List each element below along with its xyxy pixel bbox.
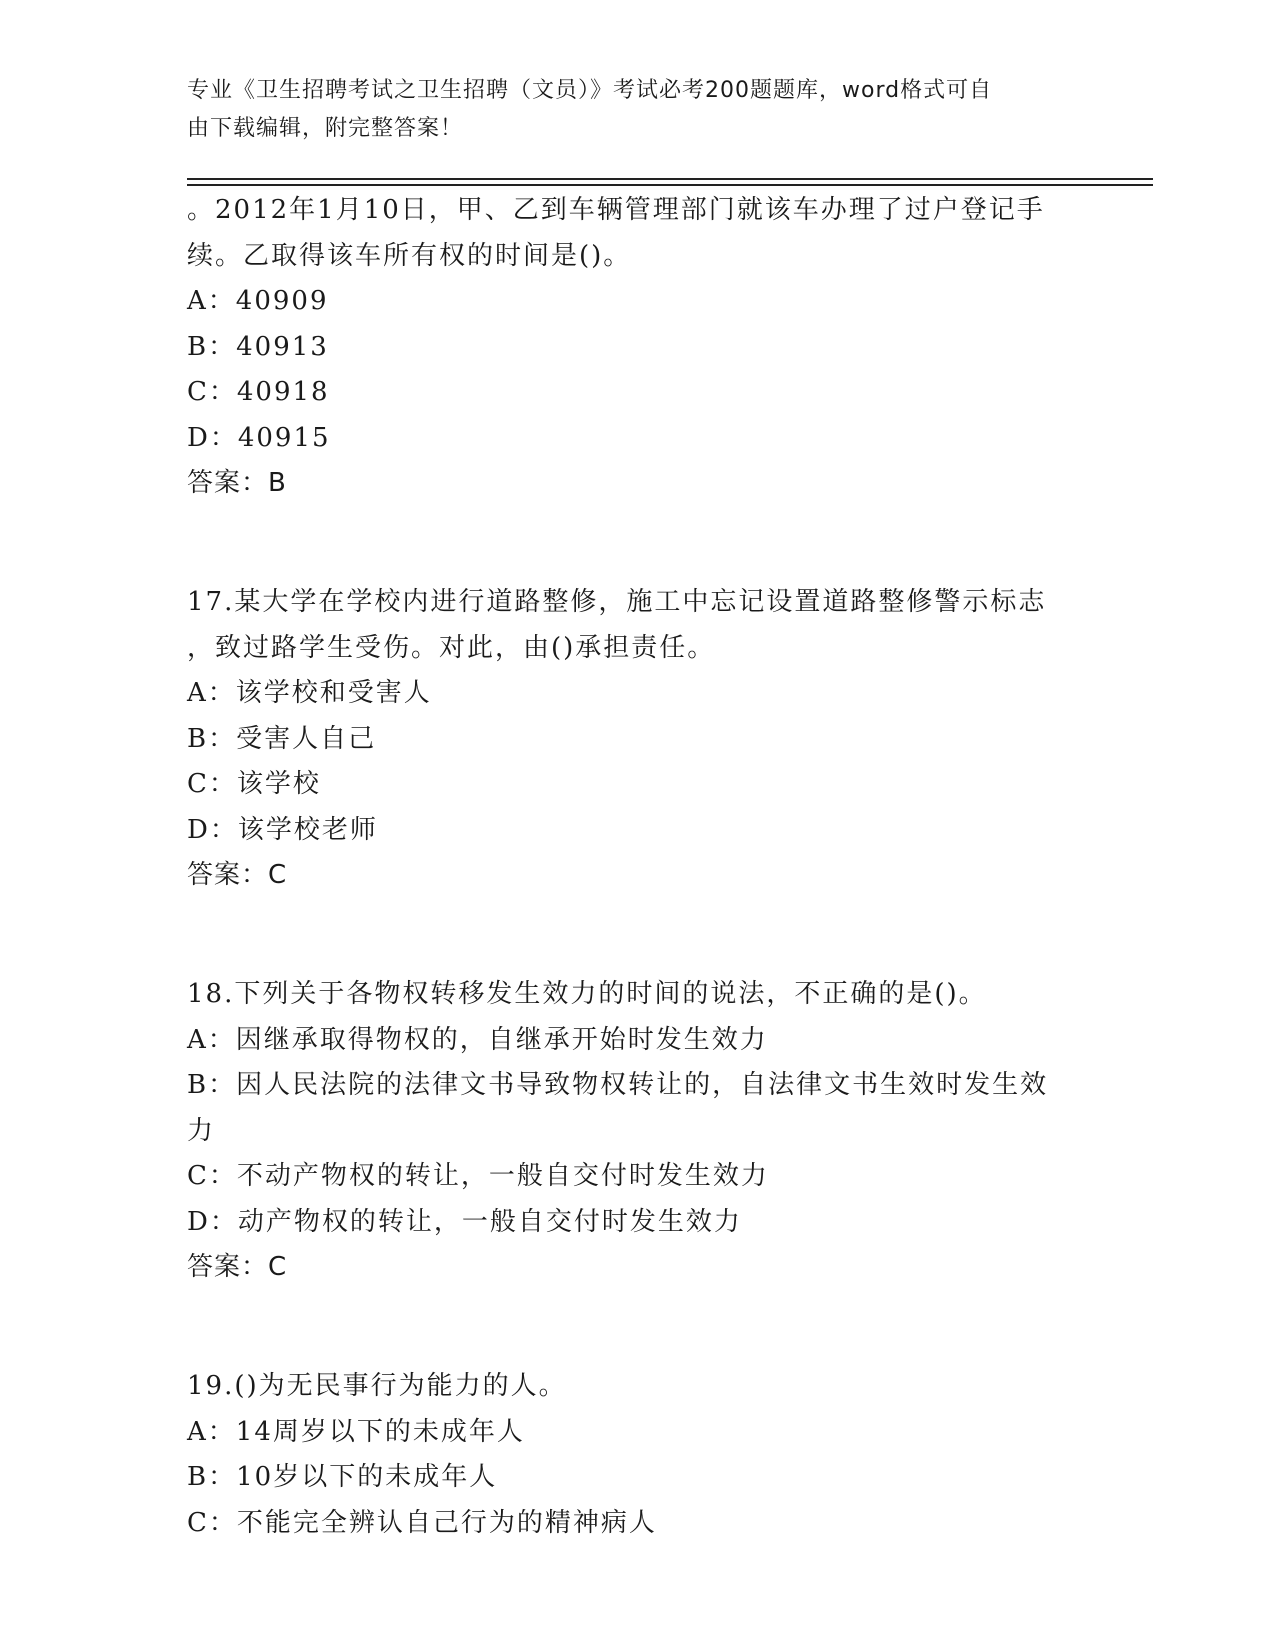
option-a: A：该学校和受害人 (187, 678, 432, 708)
answer-line: 答案：C (187, 860, 288, 890)
document-header (187, 72, 1067, 148)
option-c: C：不能完全辨认自己行为的精神病人 (187, 1507, 657, 1538)
question-spacer (187, 898, 1087, 972)
question-18 (187, 972, 1087, 1290)
option-c: C：40918 (187, 377, 330, 407)
option-a: A：14周岁以下的未成年人 (187, 1416, 525, 1447)
header-line-1: 专业《卫生招聘考试之卫生招聘（文员）》考试必考200题题库，word格式可自 (187, 78, 993, 103)
question-19 (187, 1364, 1087, 1546)
option-b: B：受害人自己 (187, 723, 377, 754)
option-b: B：因人民法院的法律文书导致物权转让的，自法律文书生效时发生效 (187, 1070, 1049, 1100)
question-stem: 19.()为无民事行为能力的人。 (187, 1371, 567, 1401)
option-c: C：不动产物权的转让，一般自交付时发生效力 (187, 1161, 769, 1191)
option-a: A：40909 (187, 286, 329, 316)
option-b: B：40913 (187, 331, 329, 362)
header-divider-top (187, 178, 1153, 180)
question-stem: ，致过路学生受伤。对此，由()承担责任。 (187, 632, 716, 663)
option-c: C：该学校 (187, 769, 321, 799)
option-b: B：10岁以下的未成年人 (187, 1462, 498, 1492)
option-d: D：40915 (187, 422, 331, 453)
option-d: D：该学校老师 (187, 814, 378, 845)
question-spacer (187, 1290, 1087, 1364)
question-stem: 。2012年1月10日，甲、乙到车辆管理部门就该车办理了过户登记手 (187, 195, 1045, 225)
question-16 (187, 188, 1087, 506)
question-stem: 17.某大学在学校内进行道路整修，施工中忘记设置道路整修警示标志 (187, 587, 1047, 617)
question-list (187, 188, 1087, 1546)
option-d: D：动产物权的转让，一般自交付时发生效力 (187, 1206, 742, 1237)
question-17 (187, 580, 1087, 898)
question-stem: 18.下列关于各物权转移发生效力的时间的说法，不正确的是()。 (187, 979, 987, 1009)
header-line-2: 由下载编辑，附完整答案！ (187, 116, 464, 141)
answer-line: 答案：C (187, 1252, 288, 1282)
question-spacer (187, 506, 1087, 580)
header-divider-bottom (187, 184, 1153, 186)
option-a: A：因继承取得物权的，自继承开始时发生效力 (187, 1024, 768, 1055)
answer-line: 答案：B (187, 468, 287, 498)
question-stem: 续。乙取得该车所有权的时间是()。 (187, 240, 632, 271)
option-b-continued: 力 (187, 1115, 216, 1146)
